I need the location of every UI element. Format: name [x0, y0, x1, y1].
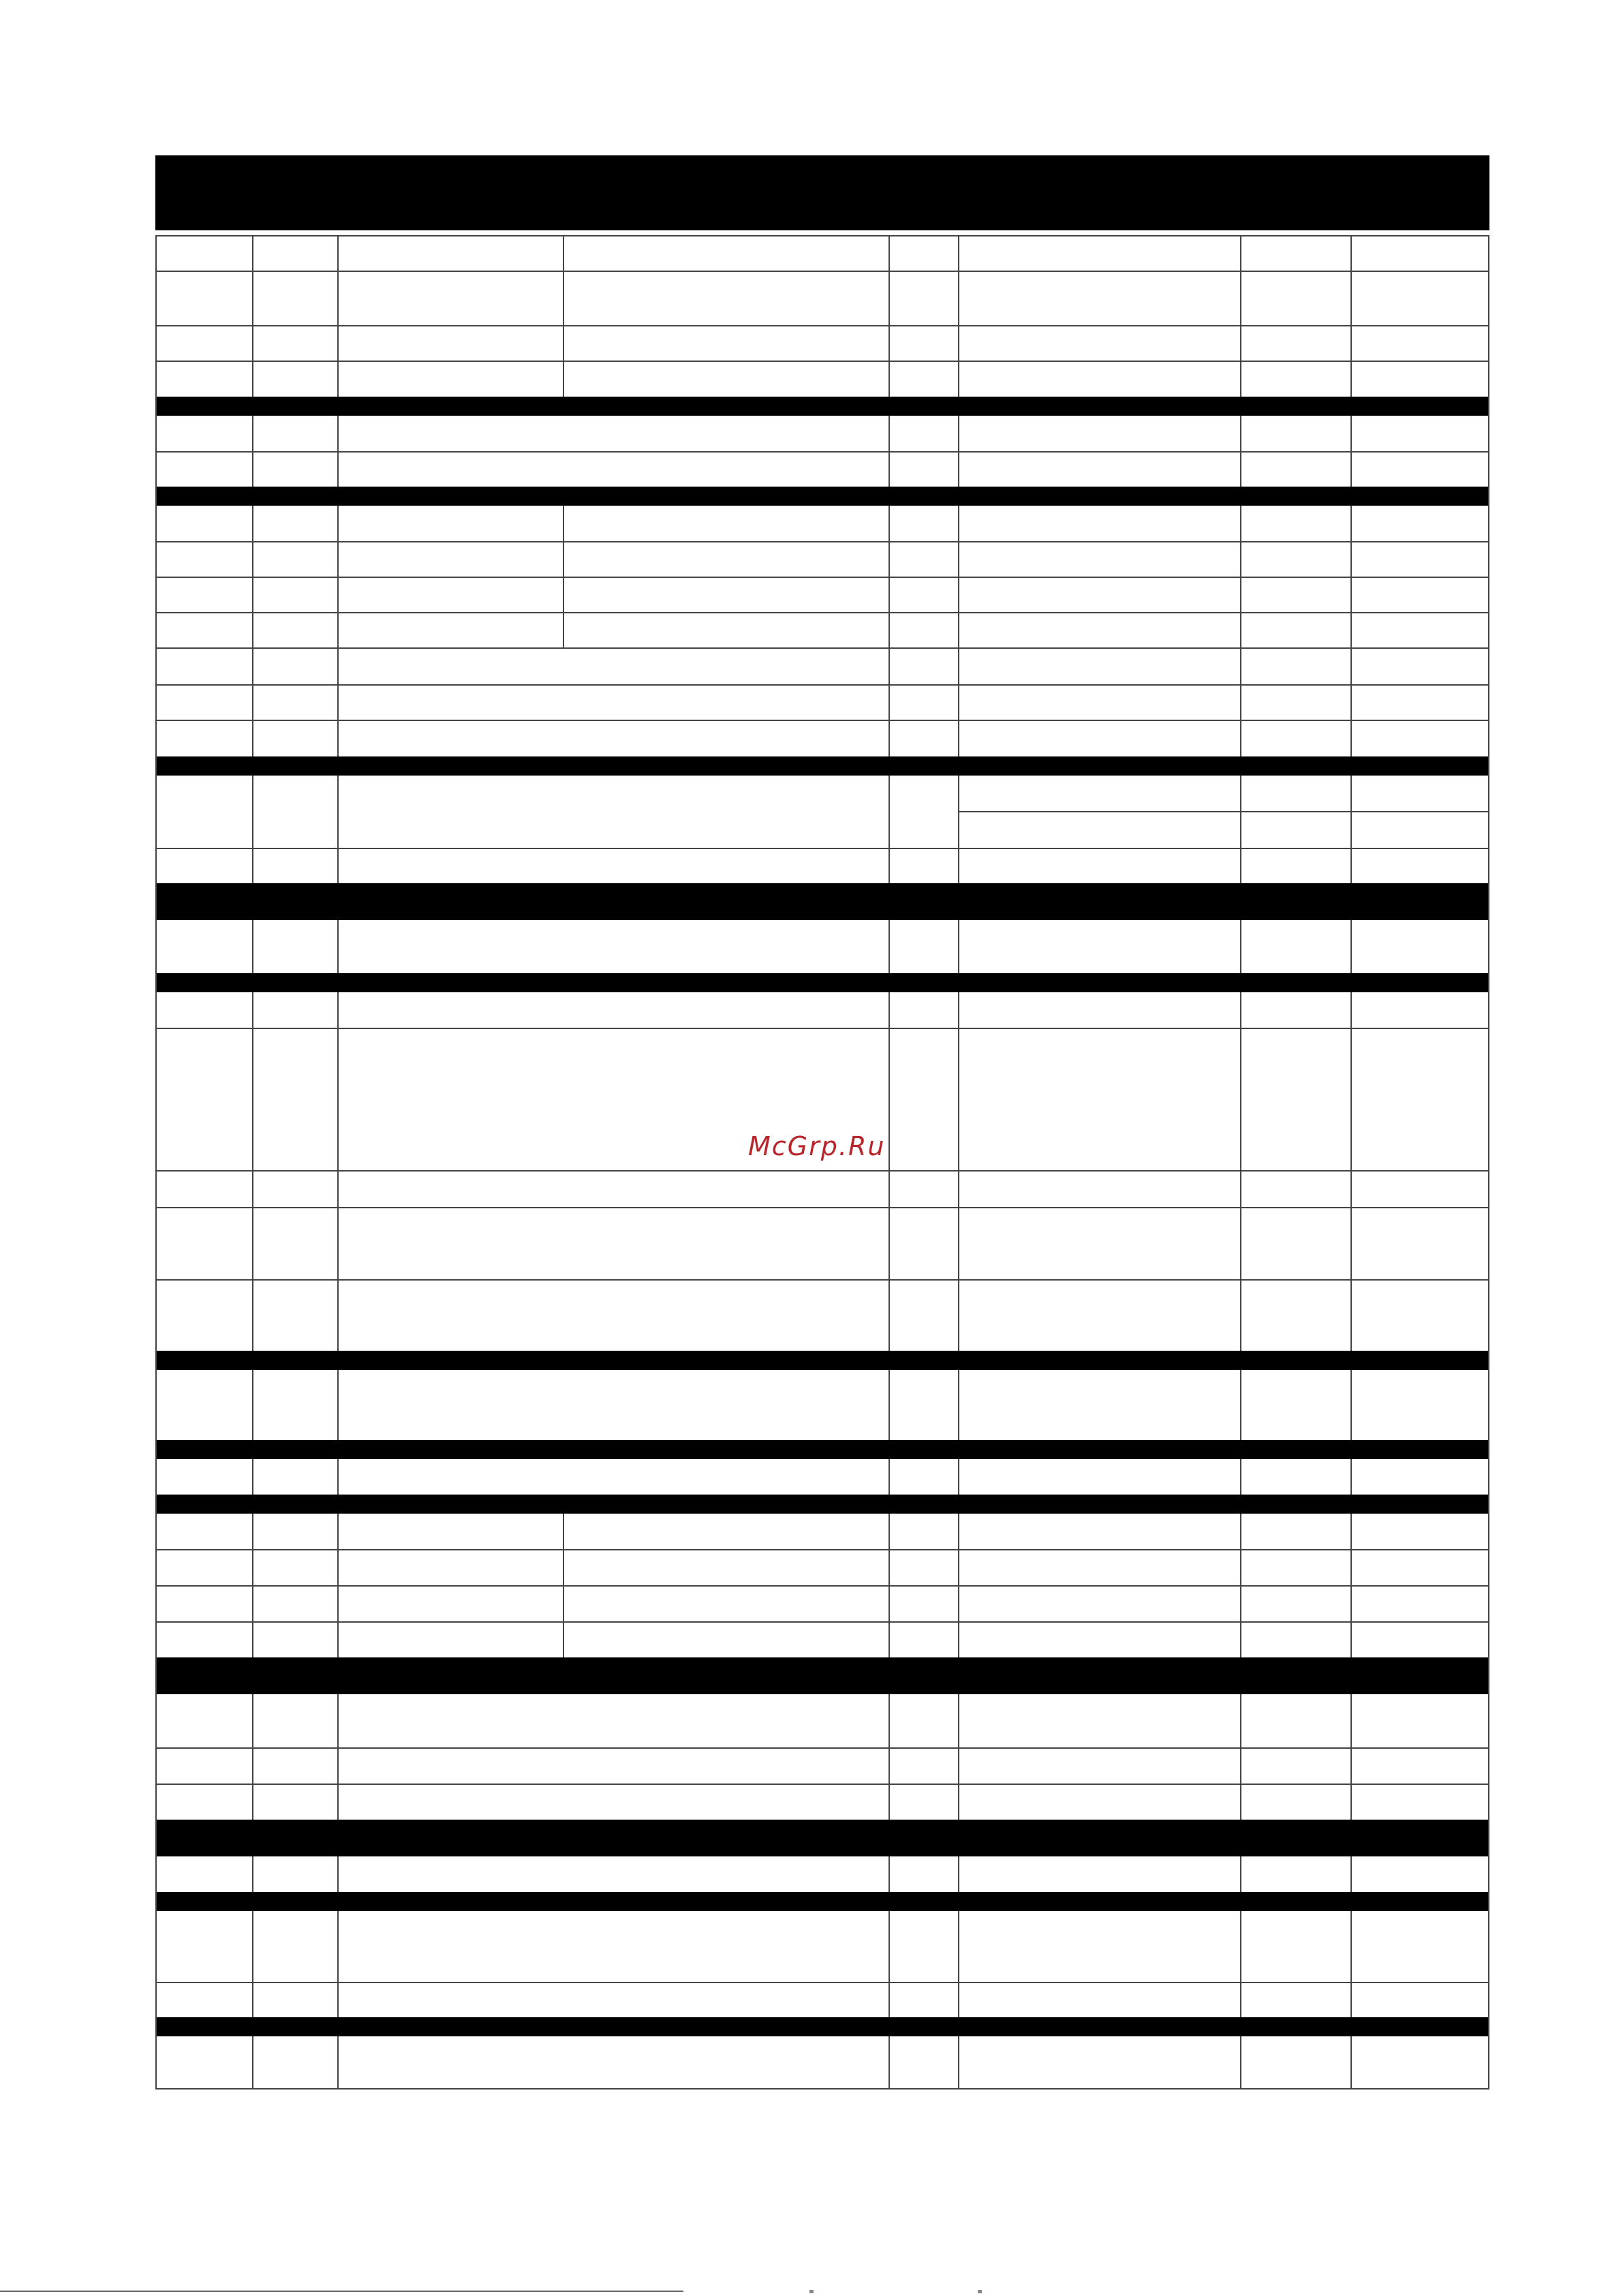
section-header-bar	[155, 756, 1489, 776]
column-divider	[252, 776, 253, 883]
row-divider	[155, 1982, 1489, 1983]
column-divider	[888, 235, 890, 397]
row-divider	[155, 684, 1489, 686]
column-divider	[155, 235, 157, 2090]
column-divider	[337, 1459, 339, 1495]
column-divider	[337, 920, 339, 973]
column-divider	[1240, 506, 1241, 756]
row-divider	[155, 577, 1489, 578]
row-divider	[155, 1549, 1489, 1550]
column-divider	[337, 1514, 339, 1657]
column-divider	[888, 920, 890, 973]
row-divider	[958, 811, 1489, 812]
row-divider	[155, 325, 1489, 326]
column-divider	[888, 992, 890, 1351]
column-divider	[1240, 920, 1241, 973]
column-divider	[958, 920, 959, 973]
column-divider	[1350, 992, 1352, 1351]
column-divider	[252, 992, 253, 1351]
column-divider	[1240, 2036, 1241, 2088]
section-header-bar	[155, 1351, 1489, 1370]
column-divider	[1350, 1911, 1352, 2017]
row-divider	[155, 1028, 1489, 1029]
row-divider	[155, 1279, 1489, 1281]
section-header-bar	[155, 1495, 1489, 1514]
column-divider	[1240, 992, 1241, 1351]
column-divider	[252, 2036, 253, 2088]
footer-mark	[809, 2290, 814, 2293]
column-divider	[958, 1370, 959, 1440]
column-divider	[337, 1694, 339, 1820]
row-divider	[155, 1170, 1489, 1172]
column-divider	[1240, 1459, 1241, 1495]
section-header-bar	[155, 1820, 1489, 1856]
column-divider	[958, 506, 959, 756]
column-divider	[1240, 1370, 1241, 1440]
section-header-bar	[155, 487, 1489, 506]
column-divider	[252, 1514, 253, 1657]
watermark-text: McGrp.Ru	[748, 1131, 886, 1161]
column-divider	[1240, 1911, 1241, 2017]
column-divider	[337, 506, 339, 756]
column-divider	[252, 416, 253, 487]
column-divider	[1240, 416, 1241, 487]
column-divider	[1350, 776, 1352, 883]
column-divider	[337, 776, 339, 883]
column-divider	[1350, 235, 1352, 397]
column-divider	[1240, 1694, 1241, 1820]
column-divider	[1350, 1856, 1352, 1892]
row-divider	[155, 720, 1489, 721]
column-divider	[958, 416, 959, 487]
column-divider	[1350, 1694, 1352, 1820]
row-divider	[155, 647, 1489, 649]
row-divider	[155, 1621, 1489, 1623]
row-divider	[155, 1747, 1489, 1749]
section-header-bar	[155, 883, 1489, 920]
column-divider	[888, 2036, 890, 2088]
column-divider	[337, 1911, 339, 2017]
column-divider	[1350, 506, 1352, 756]
row-divider	[155, 235, 1489, 236]
column-divider	[252, 235, 253, 397]
column-divider	[563, 1514, 564, 1657]
column-divider	[1350, 1459, 1352, 1495]
column-divider	[1240, 1856, 1241, 1892]
column-divider	[958, 776, 959, 883]
column-divider	[1350, 920, 1352, 973]
column-divider	[337, 1370, 339, 1440]
column-divider	[337, 1856, 339, 1892]
row-divider	[155, 1207, 1489, 1208]
column-divider	[1350, 1370, 1352, 1440]
row-divider	[155, 361, 1489, 362]
column-divider	[563, 506, 564, 647]
section-header-bar	[155, 973, 1489, 992]
column-divider	[252, 506, 253, 756]
column-divider	[888, 1370, 890, 1440]
section-header-bar	[155, 2017, 1489, 2036]
column-divider	[958, 2036, 959, 2088]
row-divider	[155, 541, 1489, 542]
column-divider	[1488, 235, 1489, 2090]
column-divider	[1240, 1514, 1241, 1657]
footer-rule	[0, 2291, 683, 2292]
row-divider	[155, 612, 1489, 613]
row-divider	[155, 848, 1489, 849]
column-divider	[252, 1370, 253, 1440]
column-divider	[888, 1459, 890, 1495]
row-divider	[155, 1784, 1489, 1785]
column-divider	[1350, 2036, 1352, 2088]
column-divider	[958, 1911, 959, 2017]
column-divider	[252, 1459, 253, 1495]
column-divider	[1240, 776, 1241, 883]
column-divider	[252, 1911, 253, 2017]
column-divider	[888, 776, 890, 883]
column-divider	[337, 235, 339, 397]
column-divider	[958, 1694, 959, 1820]
column-divider	[337, 2036, 339, 2088]
column-divider	[1240, 235, 1241, 397]
row-divider	[155, 2088, 1489, 2090]
column-divider	[252, 1856, 253, 1892]
column-divider	[888, 1694, 890, 1820]
column-divider	[337, 992, 339, 1351]
section-header-bar	[155, 155, 1489, 230]
column-divider	[958, 1856, 959, 1892]
column-divider	[958, 235, 959, 397]
row-divider	[155, 271, 1489, 272]
column-divider	[888, 416, 890, 487]
column-divider	[958, 1514, 959, 1657]
column-divider	[888, 506, 890, 756]
column-divider	[1350, 1514, 1352, 1657]
section-header-bar	[155, 1657, 1489, 1694]
column-divider	[252, 1694, 253, 1820]
column-divider	[958, 1459, 959, 1495]
section-header-bar	[155, 1892, 1489, 1911]
column-divider	[563, 235, 564, 397]
section-header-bar	[155, 1440, 1489, 1459]
column-divider	[252, 920, 253, 973]
column-divider	[888, 1514, 890, 1657]
footer-mark	[978, 2290, 982, 2293]
section-header-bar	[155, 397, 1489, 416]
row-divider	[155, 1585, 1489, 1587]
column-divider	[1350, 416, 1352, 487]
row-divider	[155, 451, 1489, 453]
column-divider	[337, 416, 339, 487]
column-divider	[958, 992, 959, 1351]
column-divider	[888, 1911, 890, 2017]
column-divider	[888, 1856, 890, 1892]
